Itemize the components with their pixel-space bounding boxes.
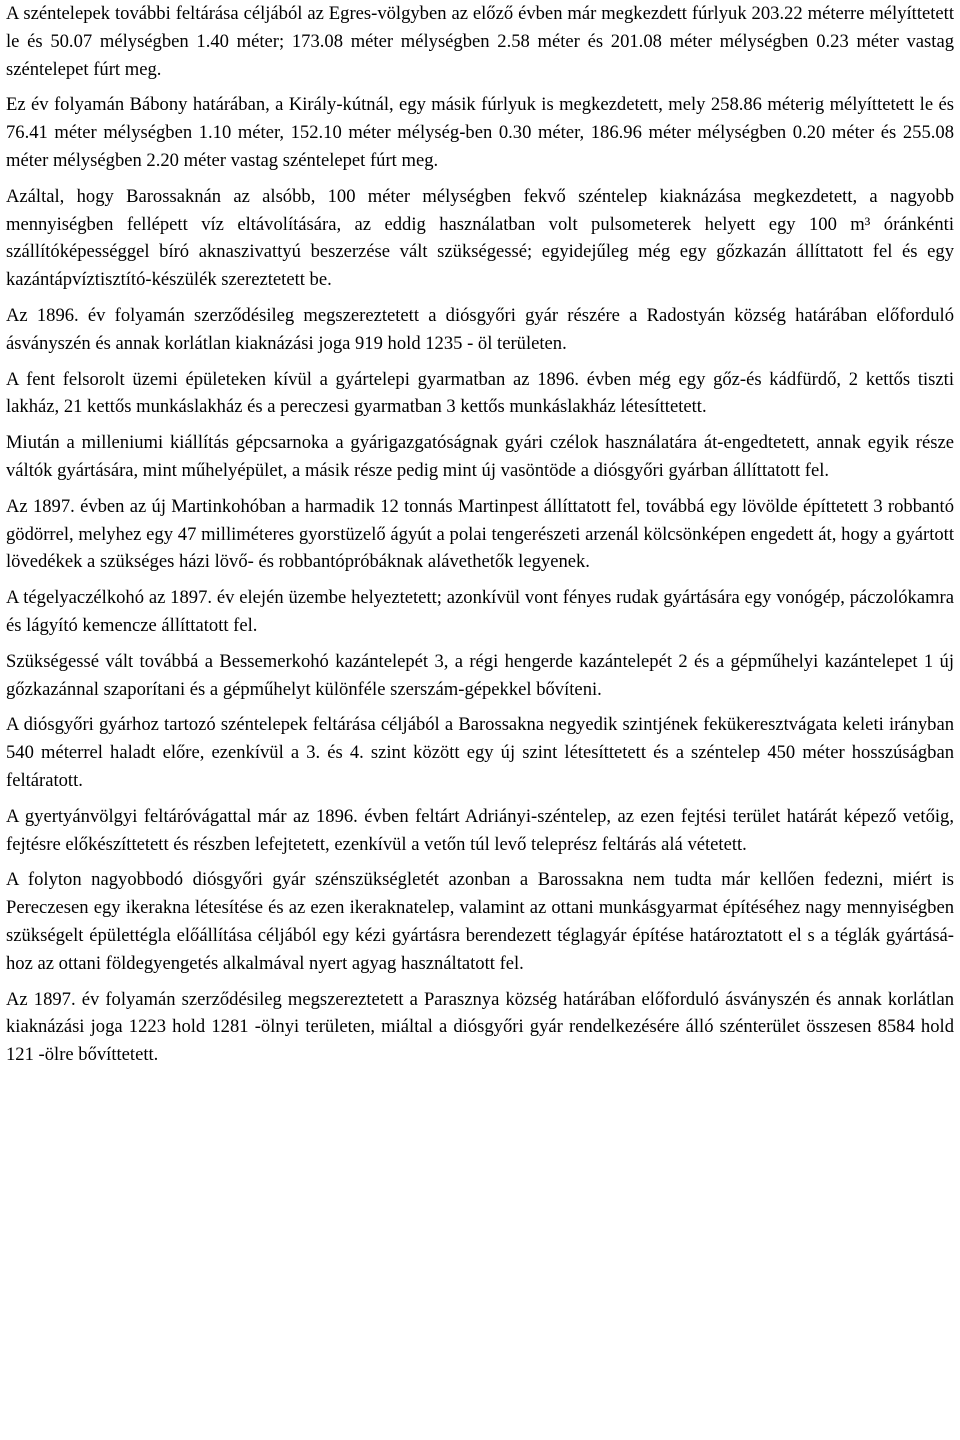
paragraph-martin-furnace-1897: Az 1897. évben az új Martinkohóban a harmadik 12 tonnás Martinpest állíttatott fel, továbbá egy lövölde építtetett 3 robbantó gödörrel, melyhez egy 47 milliméteres gyorstüzelő ágyút a polai tengerészeti arzenál kölcsönképen engedett át, hogy a gyártott lövedékek a szükséges házi lövő- és robbantópróbáknak alávethetők legyenek. (6, 495, 954, 573)
paragraph-boiler-expansion: Szükségessé vált továbbá a Bessemerkohó kazántelepét 3, a régi hengerde kazántelepét 2 és a gépműhelyi kazántelepet 1 új gőzkazánnal szaporítani és a gépműhelyt különféle szerszám-gépekkel bővíteni. (6, 650, 954, 700)
paragraph-coal-exploration: A diósgyőri gyárhoz tartozó széntelepek feltárása céljából a Barossakna negyedik szintjének fekükeresztvágata keleti irányban 540 méterrel haladt előre, ezenkívül a 3. és 4. szint között egy új szint létesíttetett és a széntelep 450 méter hosszúságban feltáratott. (6, 714, 954, 791)
paragraph-parasznya-rights: Az 1897. év folyamán szerződésileg megszereztetett a Parasznya község határában előforduló ásványszén és annak korlátlan kiaknázási joga 1223 hold 1281 -ölnyi területen, miáltal a diósgyőri gyár rendelkezésére álló szénterület összesen 8584 hold 121 -ölre bővíttetett. (6, 988, 954, 1066)
paragraph-millennium-hall: Miután a milleniumi kiállítás gépcsarnoka a gyárigazgatóságnak gyári czélok használatára át-engedtetett, annak egyik része váltók gyártására, mint műhelyépület, a másik része pedig mint új vasöntöde a diósgyőri gyárban állíttatott fel. (6, 432, 954, 481)
paragraph-barossakna-pump: Azáltal, hogy Barossaknán az alsóbb, 100 méter mélységben fekvő széntelep kiaknázása megkezdetett, a nagyobb mennyiségben fellépett víz eltávolítására, az eddig használatban volt pulsometerek helyett egy 100 m³ óránkénti szállítóképességgel bíró aknaszivattyú beszerzése vált szükségessé; egyidejűleg még egy gőzkazán állíttatott fel és egy kazántápvíztisztító-készülék szereztetett be. (6, 185, 954, 291)
paragraph-gyertyanvolgy-seam: A gyertyánvölgyi feltáróvágattal már az 1896. évben feltárt Adriányi-széntelep, az ezen fejtési terület határát képező vetőig, fejtésre előkészíttetett és részben lefejtetett, ezenkívül a vetőn túl levő teleprész feltárás alá vétetett. (6, 805, 954, 855)
paragraph-pereczes-twin-shaft: A folyton nagyobbodó diósgyőri gyár szénszükségletét azonban a Barossakna nem tudta már kellően fedezni, miért is Pereczesen egy ikerakna létesítése és az ezen ikeraknatelep, valamint az ottani munkásgyarmat építéséhez nagy mennyiségben szükségelt épülettégla előállítása céljából egy kézi gyártásra berendezett téglagyár építése határoztatott el s a téglák gyártásá-hoz az ottani földegyengetés alkalmával nyert agyag használtatott fel. (6, 869, 954, 974)
paragraph-egres-volgy-drilling: A széntelepek további feltárása céljából az Egres-völgyben az előző évben már megkezdett fúrlyuk 203.22 méterre mélyíttetett le és 50.07 mélységben 1.40 méter; 173.08 méter mélységben 2.58 méter és 201.08 méter mélységben 0.23 méter vastag széntelepet fúrt meg. (6, 3, 954, 80)
paragraph-babony-drilling: Ez év folyamán Bábony határában, a Király-kútnál, egy másik fúrlyuk is megkezdetett, mely 258.86 méterig mélyíttetett le és 76.41 méter mélységben 1.10 méter, 152.10 méter mélység-ben 0.30 méter, 186.96 méter mélységben 0.20 méter és 255.08 méter mélységben 2.20 méter vastag széntelepet fúrt meg. (6, 94, 954, 171)
paragraph-colony-buildings: A fent felsorolt üzemi épületeken kívül a gyártelepi gyarmatban az 1896. évben még egy gőz-és kádfürdő, 2 kettős tiszti lakház, 21 kettős munkáslakház és a pereczesi gyarmatban 3 kettős munkáslakház létesíttetett. (6, 368, 954, 418)
paragraph-radostyan-rights: Az 1896. év folyamán szerződésileg megszereztetett a diósgyőri gyár részére a Radostyán község határában előforduló ásványszén és annak korlátlan kiaknázási joga 919 hold 1235 - öl területen. (6, 304, 954, 354)
paragraph-crucible-steel: A tégelyaczélkohó az 1897. év elején üzembe helyeztetett; azonkívül vont fényes rudak gyártására egy vonógép, páczolókamra és lágyító kemencze állíttatott fel. (6, 587, 954, 636)
